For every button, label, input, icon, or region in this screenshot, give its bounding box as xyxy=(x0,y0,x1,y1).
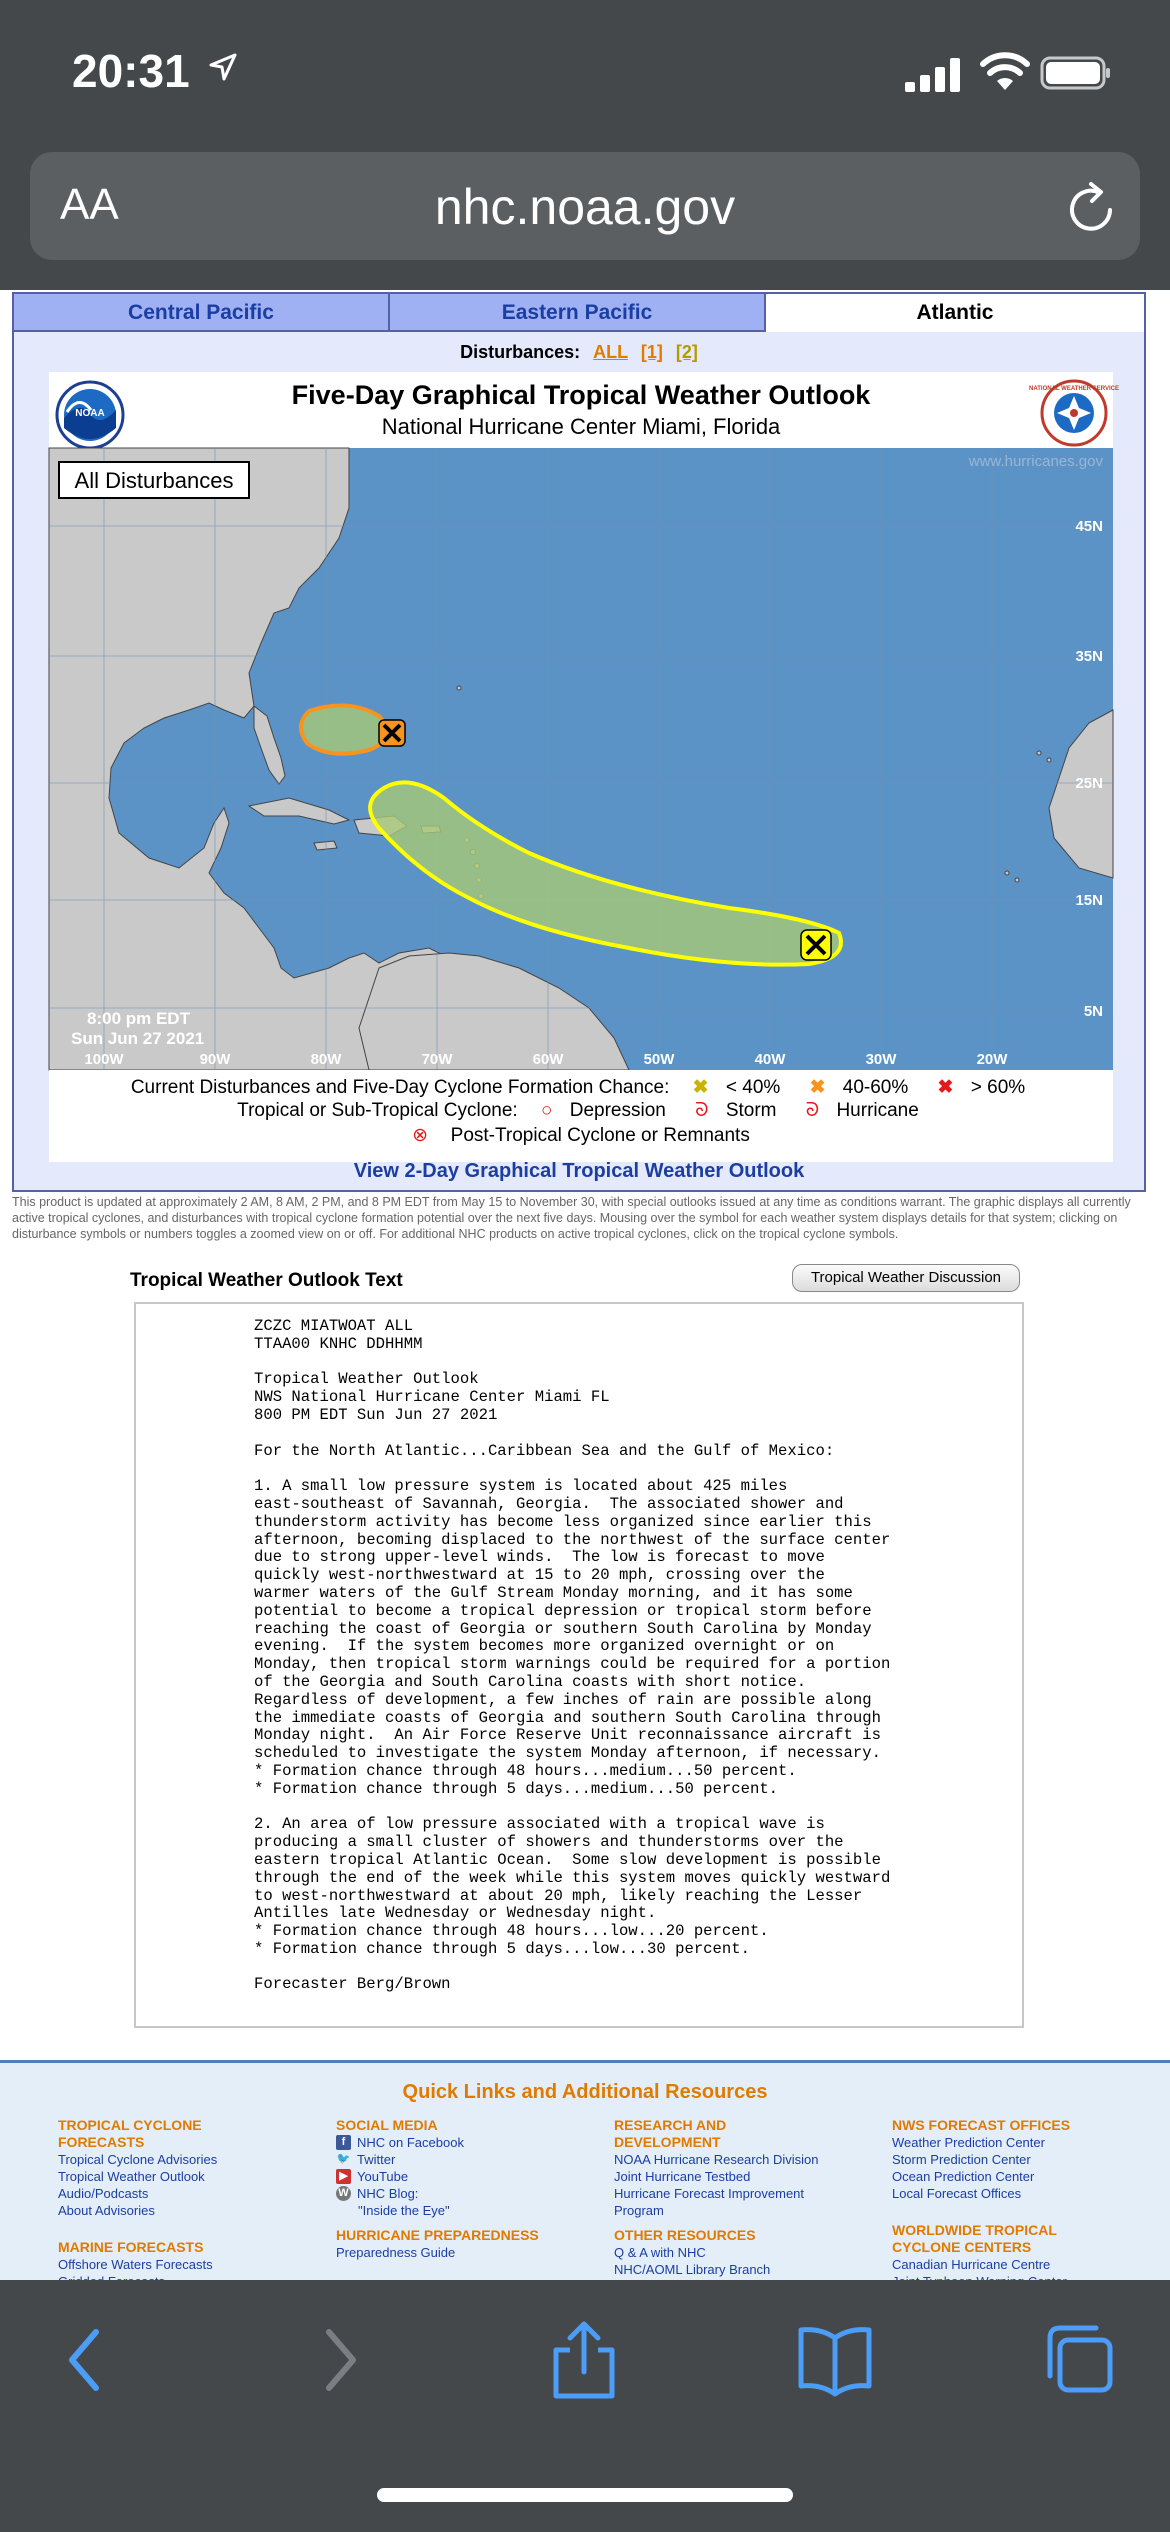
footer-link[interactable]: Local Forecast Offices xyxy=(892,2186,1022,2201)
tab-eastern-pacific[interactable]: Eastern Pacific xyxy=(390,294,766,332)
legend-chance-label: Current Disturbances and Five-Day Cyclone Formation Chance: xyxy=(130,1077,670,1098)
footer-link[interactable]: Joint Hurricane Testbed xyxy=(614,2169,751,2184)
footer-title: Quick Links and Additional Resources xyxy=(402,2081,768,2103)
web-page xyxy=(0,290,1170,2280)
noaa-logo-text: NOAA xyxy=(75,408,105,419)
footer-heading: NWS FORECAST OFFICES xyxy=(892,2117,1071,2133)
disturbance-1-link[interactable]: [1] xyxy=(640,342,663,362)
tab-atlantic[interactable]: Atlantic xyxy=(766,294,1144,332)
footer-col-nws xyxy=(892,2117,1152,2290)
facebook-icon: f xyxy=(336,2135,351,2150)
legend-depression: ○ Depression xyxy=(540,1100,666,1121)
battery-icon xyxy=(1040,56,1112,90)
footer-heading: WORLDWIDE TROPICAL CYCLONE CENTERS xyxy=(892,2222,1057,2255)
tab-central-pacific[interactable]: Central Pacific xyxy=(14,294,390,332)
location-arrow-icon xyxy=(208,52,238,82)
disturbance-all-link[interactable]: ALL xyxy=(593,342,628,362)
view-2day-outlook-link[interactable]: View 2-Day Graphical Tropical Weather Outlook xyxy=(353,1160,805,1182)
wordpress-icon: W xyxy=(336,2186,351,2201)
nws-logo-text: NATIONAL WEATHER SERVICE xyxy=(1029,386,1119,392)
footer-heading: HURRICANE PREPAREDNESS xyxy=(336,2227,539,2243)
storm-icon: ᘐ xyxy=(695,1100,709,1121)
map-time: 8:00 pm EDT xyxy=(87,1009,190,1028)
footer-col-tropical xyxy=(58,2117,318,2290)
legend-storm: ᘐ Storm xyxy=(695,1100,777,1121)
outlook-text-heading: Tropical Weather Outlook Text xyxy=(130,1270,403,1291)
lat-label: 15N xyxy=(1075,892,1103,909)
map-legend xyxy=(49,1070,1113,1162)
footer-link-youtube[interactable]: YouTube xyxy=(357,2169,409,2184)
disturbances-selector xyxy=(14,342,1144,363)
footer-link-facebook[interactable]: NHC on Facebook xyxy=(357,2135,464,2150)
disturbance-2-link[interactable]: [2] xyxy=(675,342,698,362)
legend-hurricane: ᘐ Hurricane xyxy=(805,1100,919,1121)
hurricane-icon: ᘐ xyxy=(805,1100,820,1121)
legend-post-tropical: ⊗ Post-Tropical Cyclone or Remnants xyxy=(412,1125,750,1146)
footer-link-blog-title[interactable]: "Inside the Eye" xyxy=(358,2203,450,2218)
footer-heading: OTHER RESOURCES xyxy=(614,2227,756,2243)
footer-link[interactable]: NOAA Hurricane Research Division xyxy=(614,2152,819,2167)
lon-label: 50W xyxy=(643,1051,675,1068)
footer-link[interactable]: Canadian Hurricane Centre xyxy=(892,2257,1051,2272)
footer-link[interactable]: Storm Prediction Center xyxy=(892,2152,1031,2167)
lon-label: 100W xyxy=(84,1051,124,1068)
footer-link[interactable]: Tropical Weather Outlook xyxy=(58,2169,205,2184)
lon-label: 20W xyxy=(976,1051,1008,1068)
back-icon[interactable] xyxy=(60,2320,110,2400)
footer-heading: SOCIAL MEDIA xyxy=(336,2117,438,2133)
disturbance-2-marker[interactable] xyxy=(801,930,831,960)
lon-label: 70W xyxy=(421,1051,453,1068)
share-icon[interactable] xyxy=(548,2320,620,2400)
medium-x-icon: ✖ xyxy=(809,1077,826,1098)
map-subtitle: National Hurricane Center Miami, Florida xyxy=(381,414,781,439)
footer-link[interactable]: Tropical Cyclone Advisories xyxy=(58,2152,218,2167)
legend-medium: ✖ 40-60% xyxy=(809,1077,909,1098)
lat-label: 5N xyxy=(1083,1003,1103,1020)
legend-cyclone-label: Tropical or Sub-Tropical Cyclone: xyxy=(237,1100,518,1121)
map-watermark: www.hurricanes.gov xyxy=(968,453,1103,470)
lat-label: 45N xyxy=(1075,518,1103,535)
footer-link[interactable]: About Advisories xyxy=(58,2203,155,2218)
outlook-text-box xyxy=(134,1302,1024,2028)
footer-links xyxy=(0,2060,1170,2290)
bookmarks-icon[interactable] xyxy=(795,2320,875,2400)
lon-label: 40W xyxy=(754,1051,786,1068)
footer-link-twitter[interactable]: Twitter xyxy=(357,2152,396,2167)
footer-link[interactable]: Weather Prediction Center xyxy=(892,2135,1045,2150)
tropical-weather-discussion-button[interactable]: Tropical Weather Discussion xyxy=(792,1264,1020,1292)
browser-top-bar xyxy=(0,0,1170,290)
lon-label: 60W xyxy=(532,1051,564,1068)
nws-logo xyxy=(1029,378,1119,448)
update-note: This product is updated at approximately 2 AM, 8 AM, 2 PM, and 8 PM EDT from May 15 to November 30, with special outlooks issued at any time as conditions warrant. The graphic displays all currently active tropical cyclones, and disturbances with tropical cyclone formation potential over the next five days. Mousing over the symbol for each weather system displays details for that system; clicking on disturbance symbols or numbers toggles a zoomed view on or off. For additional NHC products on active tropical cyclones, click on the tropical cyclone symbols. xyxy=(12,1195,1131,1241)
cellular-signal-icon xyxy=(905,58,961,92)
youtube-icon: ▶ xyxy=(336,2169,351,2184)
footer-heading: RESEARCH AND DEVELOPMENT xyxy=(614,2117,727,2150)
map-date: Sun Jun 27 2021 xyxy=(71,1029,205,1048)
low-x-icon: ✖ xyxy=(692,1077,709,1098)
footer-heading: MARINE FORECASTS xyxy=(58,2239,204,2255)
footer-link[interactable]: Preparedness Guide xyxy=(336,2245,456,2260)
footer-link-blog[interactable]: NHC Blog: xyxy=(357,2186,419,2201)
footer-link[interactable]: Hurricane Forecast Improvement Program xyxy=(614,2186,805,2218)
all-disturbances-label: All Disturbances xyxy=(74,468,234,493)
twitter-icon: 🐦 xyxy=(336,2153,351,2165)
outlook-map xyxy=(49,372,1119,1162)
home-indicator xyxy=(377,2488,793,2502)
post-tropical-icon: ⊗ xyxy=(412,1125,429,1146)
footer-heading: TROPICAL CYCLONE FORECASTS xyxy=(58,2117,202,2150)
depression-icon: ○ xyxy=(540,1100,553,1121)
lon-label: 30W xyxy=(865,1051,897,1068)
outlook-panel xyxy=(12,292,1146,1192)
lon-label: 90W xyxy=(199,1051,231,1068)
lat-label: 25N xyxy=(1075,775,1103,792)
disturbance-1-marker[interactable] xyxy=(379,720,405,746)
footer-link[interactable]: Offshore Waters Forecasts xyxy=(58,2257,213,2272)
map-title: Five-Day Graphical Tropical Weather Outlook xyxy=(291,380,871,410)
outlook-text: ZCZC MIATWOAT ALL TTAA00 KNHC DDHHMM Tropical Weather Outlook NWS National Hurricane Center Miami FL 800 PM EDT Sun Jun 27 2021 For the North Atlantic...Caribbean Sea and the Gulf of Mexico: 1. A small low pressure system is located about 425 miles east-southeast of Savannah, Georgia. The associated shower and thunderstorm activity has become less organized since earlier this afternoon, becoming displaced to the northwest of the surface center due to strong upper-level winds. The low is forecast to move quickly west-northwestward at 15 to 20 mph, crossing over the warmer waters of the Gulf Stream Monday morning, and it has some potential to become a tropical depression or tropical storm before reaching the coast of Georgia or southern South Carolina by Monday evening. If the system becomes more organized overnight or on Monday, then tropical storm warnings could be required for a portion of the Georgia and South Carolina coasts with short notice. Regardless of development, a few inches of rain are possible along the immediate coasts of Georgia and southern South Carolina through Monday night. An Air Force Reserve Unit reconnaissance aircraft is scheduled to investigate the system Monday afternoon, if necessary. * Formation chance through 48 hours...medium...50 percent. * Formation chance through 5 days...medium...50 percent. 2. An area of low pressure associated with a tropical wave is producing a small cluster of showers and thunderstorms over the eastern tropical Atlantic Ocean. Some slow development is possible through the end of the week while this system moves quickly westward to west-northwestward at about 20 mph, likely reaching the Lesser Antilles late Wednesday or Wednesday night. * Formation chance through 48 hours...low...20 percent. * Formation chance through 5 days...low...30 percent. Forecaster Berg/Brown xyxy=(254,1317,891,1994)
legend-high: ✖ > 60% xyxy=(937,1077,1026,1098)
footer-col-social xyxy=(336,2117,596,2261)
footer-link[interactable]: Audio/Podcasts xyxy=(58,2186,149,2201)
footer-link[interactable]: Q & A with NHC xyxy=(614,2245,706,2260)
disturbances-label: Disturbances: xyxy=(460,342,581,362)
url-text[interactable]: nhc.noaa.gov xyxy=(434,179,736,235)
tabs-icon[interactable] xyxy=(1040,2320,1120,2400)
footer-link[interactable]: Ocean Prediction Center xyxy=(892,2169,1035,2184)
map-canvas[interactable] xyxy=(49,448,1113,1070)
legend-low: ✖ < 40% xyxy=(692,1077,781,1098)
footer-link[interactable]: NHC/AOML Library Branch xyxy=(614,2262,771,2277)
reload-icon[interactable] xyxy=(1065,180,1119,236)
high-x-icon: ✖ xyxy=(937,1077,954,1098)
lon-label: 80W xyxy=(310,1051,342,1068)
forward-icon[interactable] xyxy=(315,2320,365,2400)
lat-label: 35N xyxy=(1075,648,1103,665)
status-time: 20:31 xyxy=(72,45,190,97)
text-size-label: AA xyxy=(60,180,119,229)
wifi-icon xyxy=(980,52,1030,92)
footer-col-research xyxy=(614,2117,874,2278)
